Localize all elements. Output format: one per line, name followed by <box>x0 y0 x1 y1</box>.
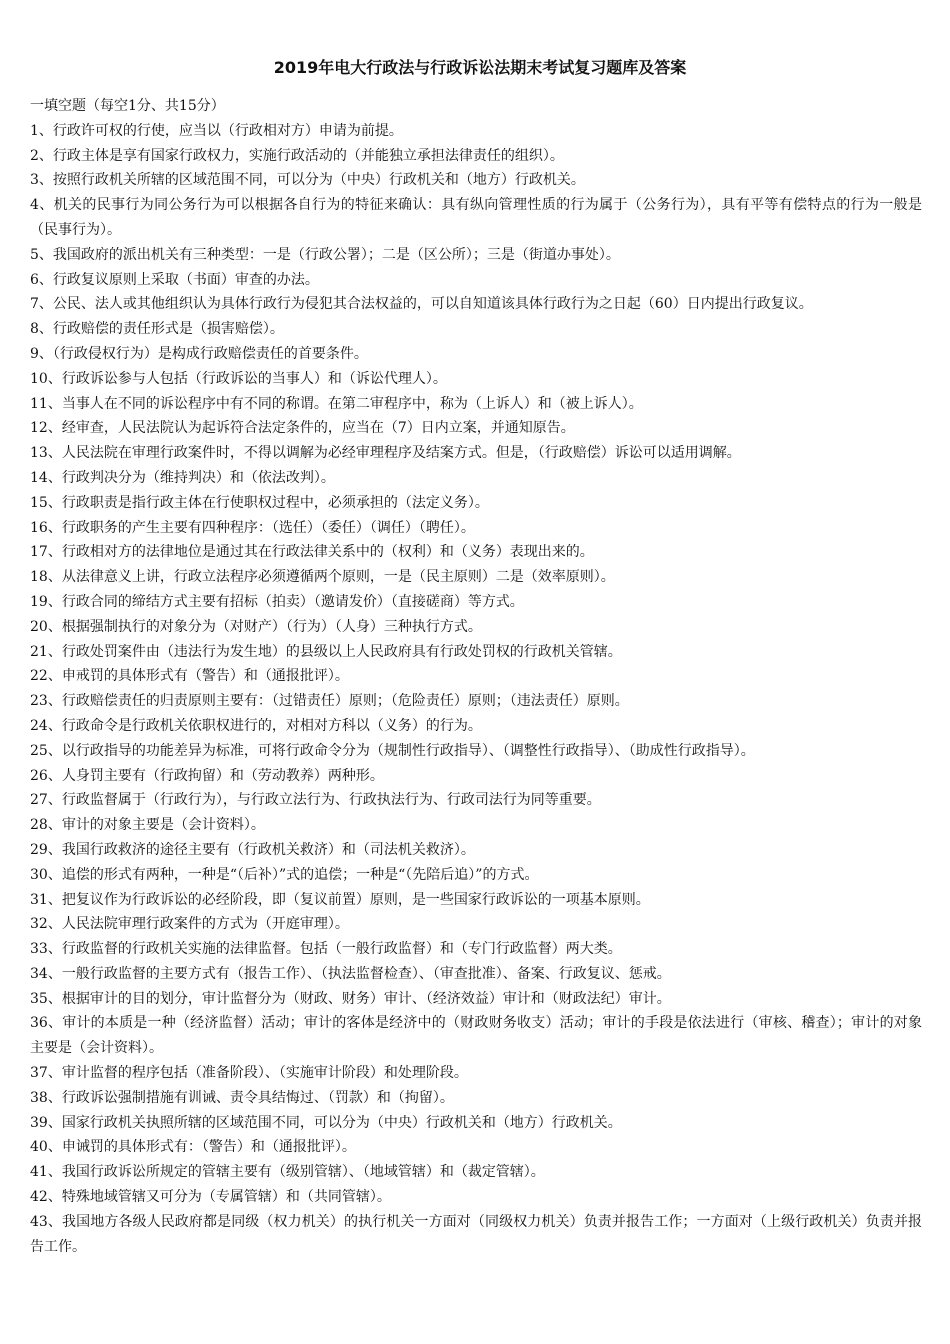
question-item: 23、行政赔偿责任的归责原则主要有：（过错责任）原则；（危险责任）原则；（违法责任）原则。 <box>30 693 629 710</box>
question-item: 29、我国行政救济的途径主要有（行政机关救济）和（司法机关救济）。 <box>30 841 475 858</box>
question-item: 30、追偿的形式有两种，一种是“（后补）”式的追偿；一种是“（先陪后追）”的方式。 <box>30 866 539 883</box>
document-page <box>30 56 922 1259</box>
question-item: 10、行政诉讼参与人包括（行政诉讼的当事人）和（诉讼代理人）。 <box>30 370 447 387</box>
question-item: 3、按照行政机关所辖的区域范围不同，可以分为（中央）行政机关和（地方）行政机关。 <box>30 172 585 189</box>
question-item: 25、以行政指导的功能差异为标准，可将行政命令分为（规制性行政指导）、（调整性行政指导）、（助成性行政指导）。 <box>30 742 755 759</box>
question-item: 17、行政相对方的法律地位是通过其在行政法律关系中的（权利）和（义务）表现出来的。 <box>30 544 594 561</box>
question-item: 22、申戒罚的具体形式有（警告）和（通报批评）。 <box>30 668 349 685</box>
question-item: 21、行政处罚案件由（违法行为发生地）的县级以上人民政府具有行政处罚权的行政机关管辖。 <box>30 643 622 660</box>
question-item: 14、行政判决分为（维持判决）和（依法改判）。 <box>30 469 335 486</box>
question-item: 20、根据强制执行的对象分为（对财产）（行为）（人身）三种执行方式。 <box>30 618 482 635</box>
question-item: 6、行政复议原则上采取（书面）审查的办法。 <box>30 271 319 288</box>
question-item: 41、我国行政诉讼所规定的管辖主要有（级别管辖）、（地域管辖）和（裁定管辖）。 <box>30 1164 545 1181</box>
question-item: 8、行政赔偿的责任形式是（损害赔偿）。 <box>30 321 284 338</box>
question-item: 38、行政诉讼强制措施有训诫、责令具结悔过、（罚款）和（拘留）。 <box>30 1089 454 1106</box>
question-item: 12、经审查，人民法院认为起诉符合法定条件的，应当在（7）日内立案，并通知原告。 <box>30 420 575 437</box>
question-item: 9、（行政侵权行为）是构成行政赔偿责任的首要条件。 <box>30 345 368 362</box>
question-item: 28、审计的对象主要是（会计资料）。 <box>30 817 265 834</box>
question-item: 39、国家行政机关执照所辖的区域范围不同，可以分为（中央）行政机关和（地方）行政机关。 <box>30 1114 622 1131</box>
question-item: 42、特殊地域管辖又可分为（专属管辖）和（共同管辖）。 <box>30 1189 391 1206</box>
question-item: 15、行政职责是指行政主体在行使职权过程中，必须承担的（法定义务）。 <box>30 494 489 511</box>
question-item: 2、行政主体是享有国家行政权力，实施行政活动的（并能独立承担法律责任的组织）。 <box>30 147 564 164</box>
question-item: 1、行政许可权的行使，应当以（行政相对方）申请为前提。 <box>30 122 403 139</box>
question-item: 34、一般行政监督的主要方式有（报告工作）、（执法监督检查）、（审查批准）、备案、行政复议、惩戒。 <box>30 965 671 982</box>
section-heading: 一填空题（每空1分、共15分） <box>30 98 225 114</box>
question-item: 35、根据审计的目的划分，审计监督分为（财政、财务）审计、（经济效益）审计和（财政法纪）审计。 <box>30 990 671 1007</box>
question-item: 32、人民法院审理行政案件的方式为（开庭审理）。 <box>30 916 349 933</box>
question-item: 43、我国地方各级人民政府都是同级（权力机关）的执行机关一方面对（同级权力机关）负责并报告工作；一方面对（上级行政机关）负责并报告工作。 <box>30 1213 922 1255</box>
question-item: 40、申诫罚的具体形式有：（警告）和（通报批评）。 <box>30 1139 356 1156</box>
question-item: 27、行政监督属于（行政行为），与行政立法行为、行政执法行为、行政司法行为同等重要。 <box>30 792 601 809</box>
question-item: 11、当事人在不同的诉讼程序中有不同的称谓。在第二审程序中，称为（上诉人）和（被上诉人）。 <box>30 395 643 412</box>
question-item: 26、人身罚主要有（行政拘留）和（劳动教养）两种形。 <box>30 767 384 784</box>
question-item: 13、人民法院在审理行政案件时，不得以调解为必经审理程序及结案方式。但是，（行政赔偿）诉讼可以适用调解。 <box>30 445 741 462</box>
question-item: 36、审计的本质是一种（经济监督）活动；审计的客体是经济中的（财政财务收支）活动；审计的手段是依法进行（审核、稽查）；审计的对象主要是（会计资料）。 <box>30 1015 922 1057</box>
question-item: 7、公民、法人或其他组织认为具体行政行为侵犯其合法权益的，可以自知道该具体行政行为之日起（60）日内提出行政复议。 <box>30 296 813 313</box>
question-item: 4、机关的民事行为同公务行为可以根据各自行为的特征来确认：具有纵向管理性质的行为属于（公务行为），具有平等有偿特点的行为一般是（民事行为）。 <box>30 197 922 238</box>
question-item: 33、行政监督的行政机关实施的法律监督。包括（一般行政监督）和（专门行政监督）两大类。 <box>30 941 622 958</box>
question-item: 19、行政合同的缔结方式主要有招标（拍卖）（邀请发价）（直接磋商）等方式。 <box>30 593 524 610</box>
question-item: 5、我国政府的派出机关有三种类型：一是（行政公署）；二是（区公所）；三是（街道办事处）。 <box>30 246 620 263</box>
question-item: 31、把复议作为行政诉讼的必经阶段，即（复议前置）原则，是一些国家行政诉讼的一项基本原则。 <box>30 891 650 908</box>
document-title: 2019年电大行政法与行政诉讼法期末考试复习题库及答案 <box>273 58 687 77</box>
question-item: 18、从法律意义上讲，行政立法程序必须遵循两个原则，一是（民主原则）二是（效率原则）。 <box>30 569 615 586</box>
question-list <box>30 119 922 1260</box>
question-item: 16、行政职务的产生主要有四种程序：（选任）（委任）（调任）（聘任）。 <box>30 519 475 536</box>
question-item: 24、行政命令是行政机关依职权进行的，对相对方科以（义务）的行为。 <box>30 717 482 734</box>
question-item: 37、审计监督的程序包括（准备阶段）、（实施审计阶段）和处理阶段。 <box>30 1065 468 1082</box>
